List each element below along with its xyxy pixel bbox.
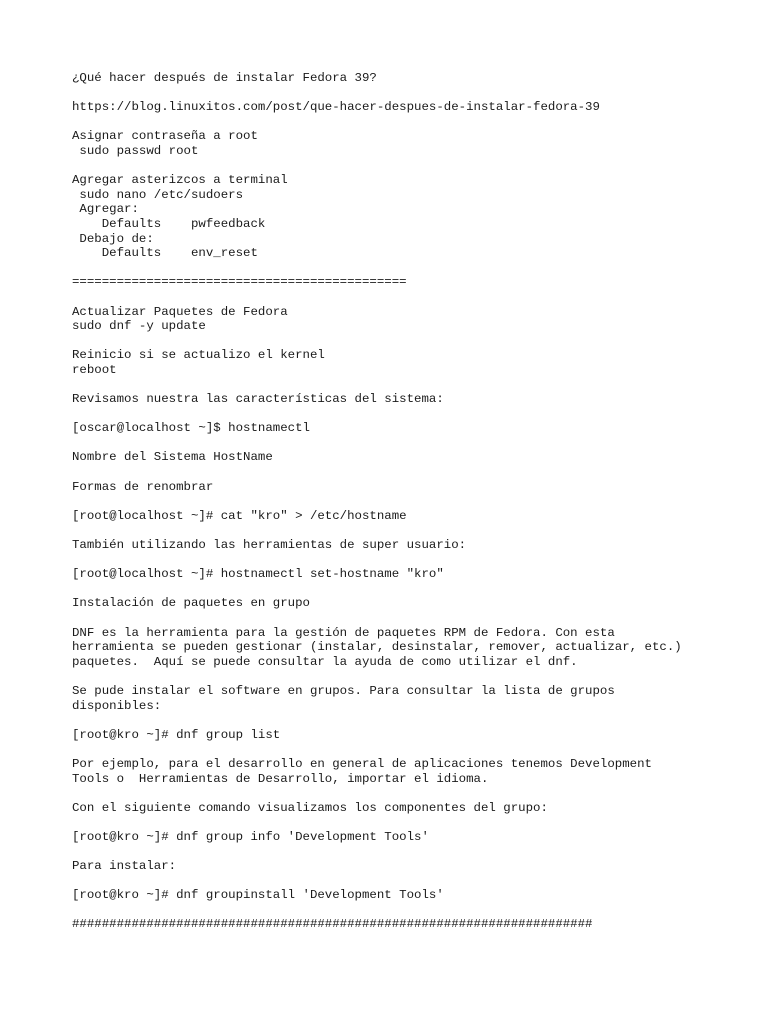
text-line: sudo dnf -y update bbox=[72, 319, 206, 334]
text-line: herramienta se pueden gestionar (instalar, desinstalar, remover, actualizar, etc.) bbox=[72, 640, 682, 655]
text-line: Revisamos nuestra las características del sistema: bbox=[72, 392, 444, 407]
blank-line bbox=[72, 436, 752, 451]
blank-line bbox=[72, 786, 752, 801]
blank-line bbox=[72, 465, 752, 480]
text-line: [root@localhost ~]# hostnamectl set-hostname "kro" bbox=[72, 567, 444, 582]
blank-line bbox=[72, 713, 752, 728]
blank-line bbox=[72, 669, 752, 684]
text-line: disponibles: bbox=[72, 698, 162, 713]
text-line: Para instalar: bbox=[72, 859, 177, 874]
text-line: https://blog.linuxitos.com/post/que-hacer-despues-de-instalar-fedora-39 bbox=[72, 100, 600, 115]
text-line: Se pude instalar el software en grupos. Para consultar la lista de grupos bbox=[72, 683, 615, 698]
blank-line bbox=[72, 290, 752, 305]
text-line: Instalación de paquetes en grupo bbox=[72, 596, 310, 611]
text-line: Agregar asterizcos a terminal bbox=[72, 173, 288, 188]
text-line: sudo nano /etc/sudoers bbox=[72, 187, 244, 202]
text-line: [root@localhost ~]# cat "kro" > /etc/hostname bbox=[72, 508, 407, 523]
text-line: Tools o Herramientas de Desarrollo, importar el idioma. bbox=[72, 771, 489, 786]
blank-line bbox=[72, 115, 752, 130]
blank-line bbox=[72, 377, 752, 392]
text-line: Formas de renombrar bbox=[72, 479, 214, 494]
blank-line bbox=[72, 86, 752, 101]
blank-line bbox=[72, 523, 752, 538]
text-line: paquetes. Aquí se puede consultar la ayuda de como utilizar el dnf. bbox=[72, 654, 578, 669]
text-line: Agregar: bbox=[72, 202, 139, 217]
blank-line bbox=[72, 815, 752, 830]
text-line: reboot bbox=[72, 362, 117, 377]
text-line: sudo passwd root bbox=[72, 143, 199, 158]
text-line: Reinicio si se actualizo el kernel bbox=[72, 348, 325, 363]
text-line: Debajo de: bbox=[72, 231, 154, 246]
blank-line bbox=[72, 844, 752, 859]
text-line: DNF es la herramienta para la gestión de paquetes RPM de Fedora. Con esta bbox=[72, 625, 615, 640]
blank-line bbox=[72, 334, 752, 349]
text-line: ###################################################################### bbox=[72, 917, 593, 932]
text-line: Actualizar Paquetes de Fedora bbox=[72, 304, 288, 319]
blank-line bbox=[72, 261, 752, 276]
text-line: ¿Qué hacer después de instalar Fedora 39? bbox=[72, 71, 377, 85]
document-body bbox=[72, 71, 752, 932]
text-line: Defaults pwfeedback bbox=[72, 216, 266, 231]
blank-line bbox=[72, 611, 752, 626]
text-line: [root@kro ~]# dnf group info 'Development Tools' bbox=[72, 829, 429, 844]
text-line: [root@kro ~]# dnf groupinstall 'Development Tools' bbox=[72, 888, 444, 903]
text-line: Por ejemplo, para el desarrollo en general de aplicaciones tenemos Development bbox=[72, 756, 652, 771]
text-line: Con el siguiente comando visualizamos los componentes del grupo: bbox=[72, 800, 548, 815]
text-line: [root@kro ~]# dnf group list bbox=[72, 727, 281, 742]
blank-line bbox=[72, 903, 752, 918]
text-line: Defaults env_reset bbox=[72, 246, 258, 261]
text-line: [oscar@localhost ~]$ hostnamectl bbox=[72, 421, 310, 436]
blank-line bbox=[72, 159, 752, 174]
text-line: ============================================= bbox=[72, 275, 407, 290]
text-line: También utilizando las herramientas de super usuario: bbox=[72, 538, 467, 552]
blank-line bbox=[72, 742, 752, 757]
text-line: Nombre del Sistema HostName bbox=[72, 450, 273, 465]
blank-line bbox=[72, 494, 752, 509]
blank-line bbox=[72, 553, 752, 568]
text-line: Asignar contraseña a root bbox=[72, 129, 258, 144]
blank-line bbox=[72, 874, 752, 889]
blank-line bbox=[72, 582, 752, 597]
blank-line bbox=[72, 407, 752, 422]
